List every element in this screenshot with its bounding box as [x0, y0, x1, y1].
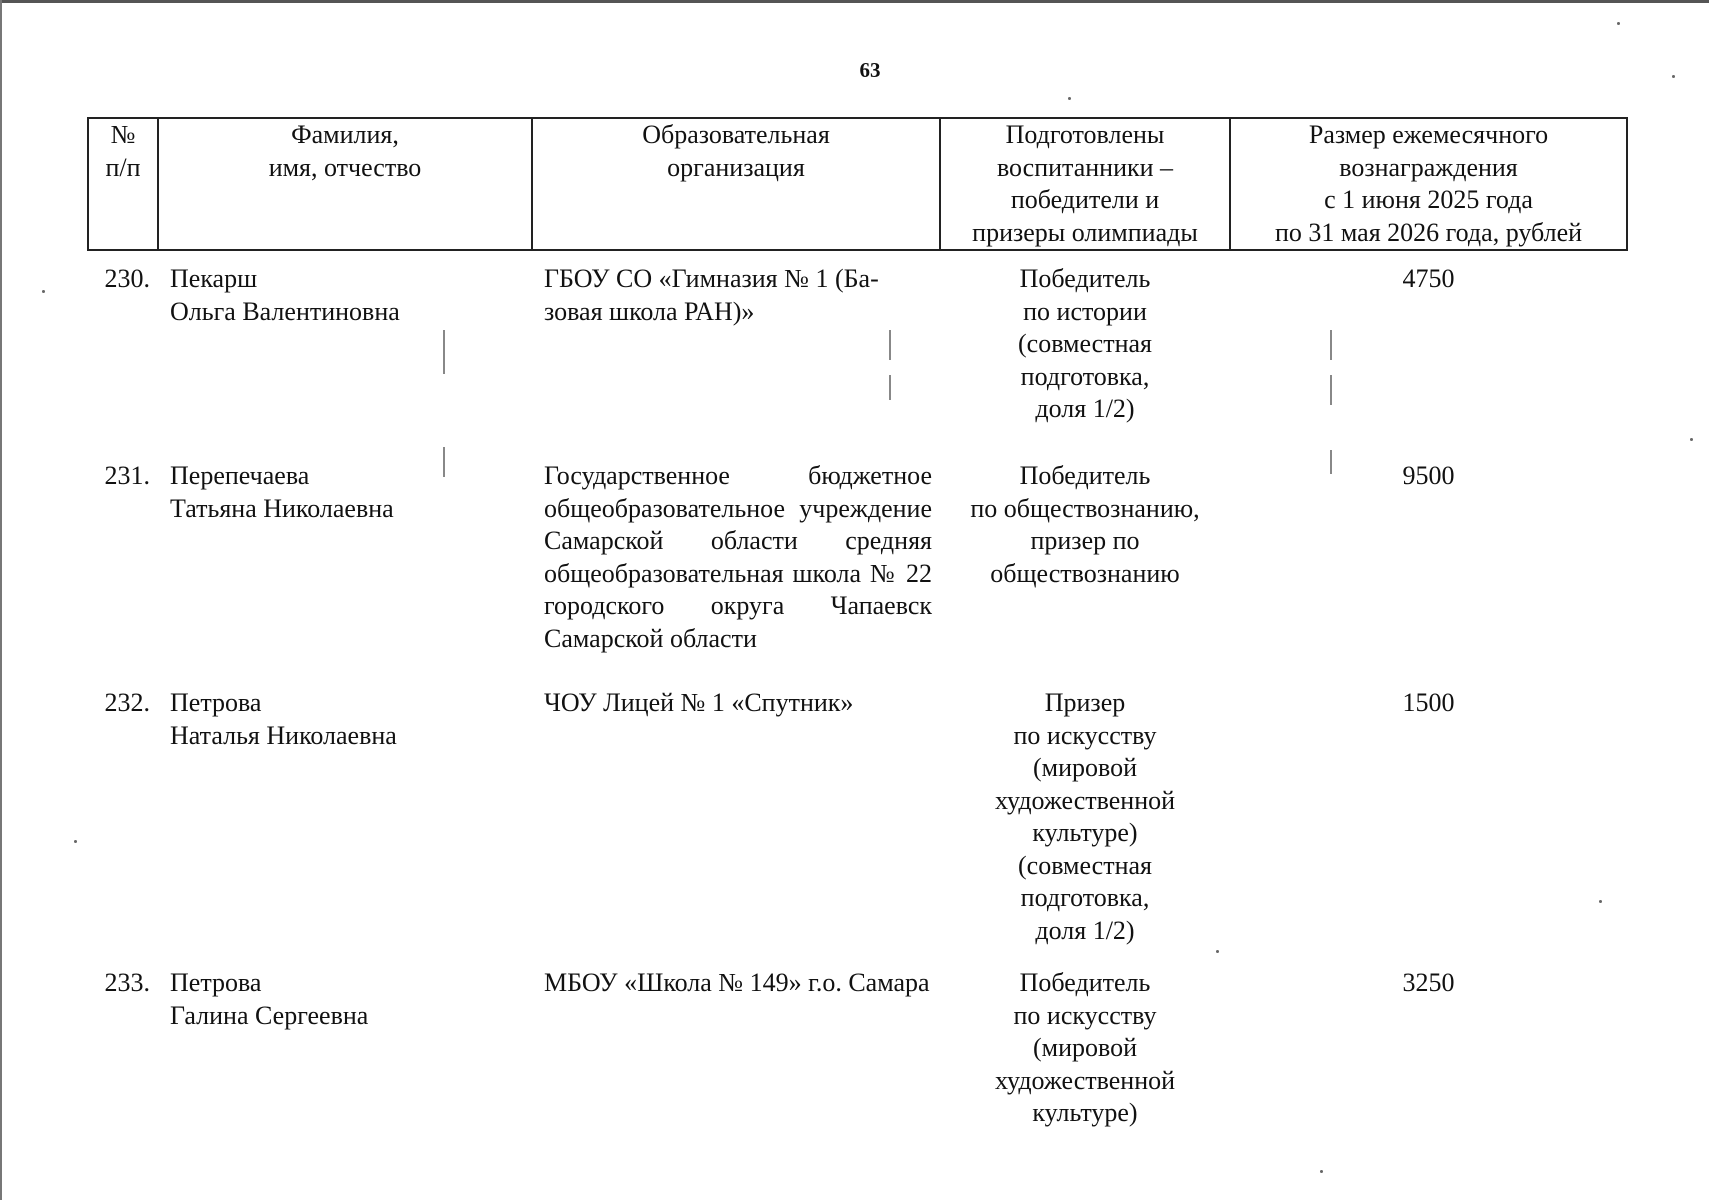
organization — [532, 460, 940, 687]
header-name: Фамилия, имя, отчество — [158, 118, 532, 250]
teacher-surname: Перепечаева — [170, 461, 310, 490]
header-org: Образовательная организация — [532, 118, 940, 250]
teacher-name — [158, 460, 532, 687]
teacher-given-names: Наталья Николаевна — [170, 720, 397, 750]
scan-speck — [1068, 97, 1071, 100]
row-number: 231. — [104, 461, 150, 490]
row-number: 230. — [104, 264, 150, 293]
scan-mark — [1330, 375, 1332, 405]
scan-speck — [1617, 22, 1620, 25]
scan-speck — [1599, 900, 1602, 903]
organization — [532, 967, 940, 1167]
scan-border-left — [0, 0, 2, 1200]
olympiad-result: Призер по искусству (мировой художественной культуре) (совместная подготовка, доля 1/2) — [994, 688, 1176, 945]
teacher-name — [158, 967, 532, 1167]
table-row — [88, 460, 1627, 687]
scan-speck — [1672, 75, 1675, 78]
scan-speck — [1216, 950, 1219, 953]
awards-table — [87, 117, 1628, 1167]
row-number: 232. — [104, 688, 150, 717]
teacher-surname: Петрова — [170, 688, 262, 717]
teacher-surname: Пекарш — [170, 264, 258, 293]
scan-border-top — [0, 0, 1709, 3]
organization: ГБОУ СО «Гимназия № 1 (Ба- зовая школа РАН)» — [544, 264, 879, 326]
scan-mark — [443, 330, 445, 374]
olympiad-result: Победитель по искусству (мировой художественной культуре) — [994, 968, 1176, 1127]
award-amount: 9500 — [1402, 461, 1455, 490]
scan-mark — [1330, 450, 1332, 474]
teacher-given-names: Татьяна Николаевна — [170, 493, 394, 523]
award-amount: 1500 — [1402, 688, 1455, 717]
header-amount: Размер ежемесячного вознаграждения с 1 июня 2025 года по 31 мая 2026 года, рублей — [1230, 118, 1627, 250]
row-number: 233. — [104, 968, 150, 997]
award-amount: 3250 — [1402, 968, 1455, 997]
table-header-row — [88, 118, 1627, 250]
table-row — [88, 967, 1627, 1167]
teacher-given-names: Ольга Валентиновна — [170, 296, 400, 326]
table-row — [88, 687, 1627, 967]
scan-mark — [1330, 330, 1332, 360]
organization: ЧОУ Лицей № 1 «Спутник» — [544, 688, 854, 717]
teacher-given-names: Галина Сергеевна — [170, 1000, 369, 1030]
olympiad-result: Победитель по обществознанию, призер по обществознанию — [970, 461, 1200, 588]
organization-text: Государственное бюджетное общеобразовательное учреждение Самарской области средняя общеобразовательная школа № 22 городского округа Чапаевск Самарской области — [544, 461, 932, 653]
teacher-name — [158, 250, 532, 460]
scan-mark — [889, 330, 891, 360]
scan-mark — [889, 375, 891, 400]
header-winners: Подготовлены воспитанники – победители и призеры олимпиады — [940, 118, 1230, 250]
header-num: № п/п — [88, 118, 158, 250]
page-number: 63 — [859, 58, 881, 82]
scan-mark — [443, 447, 445, 477]
scan-speck — [1320, 1170, 1323, 1173]
scan-speck — [1690, 438, 1693, 441]
olympiad-result: Победитель по истории (совместная подготовка, доля 1/2) — [1018, 264, 1152, 423]
award-amount: 4750 — [1402, 264, 1455, 293]
table-row — [88, 250, 1627, 460]
organization-text: МБОУ «Школа № 149» г.о. Самара — [544, 968, 930, 997]
teacher-surname: Петрова — [170, 968, 262, 997]
scan-speck — [42, 290, 45, 293]
scan-speck — [74, 840, 77, 843]
teacher-name — [158, 687, 532, 967]
